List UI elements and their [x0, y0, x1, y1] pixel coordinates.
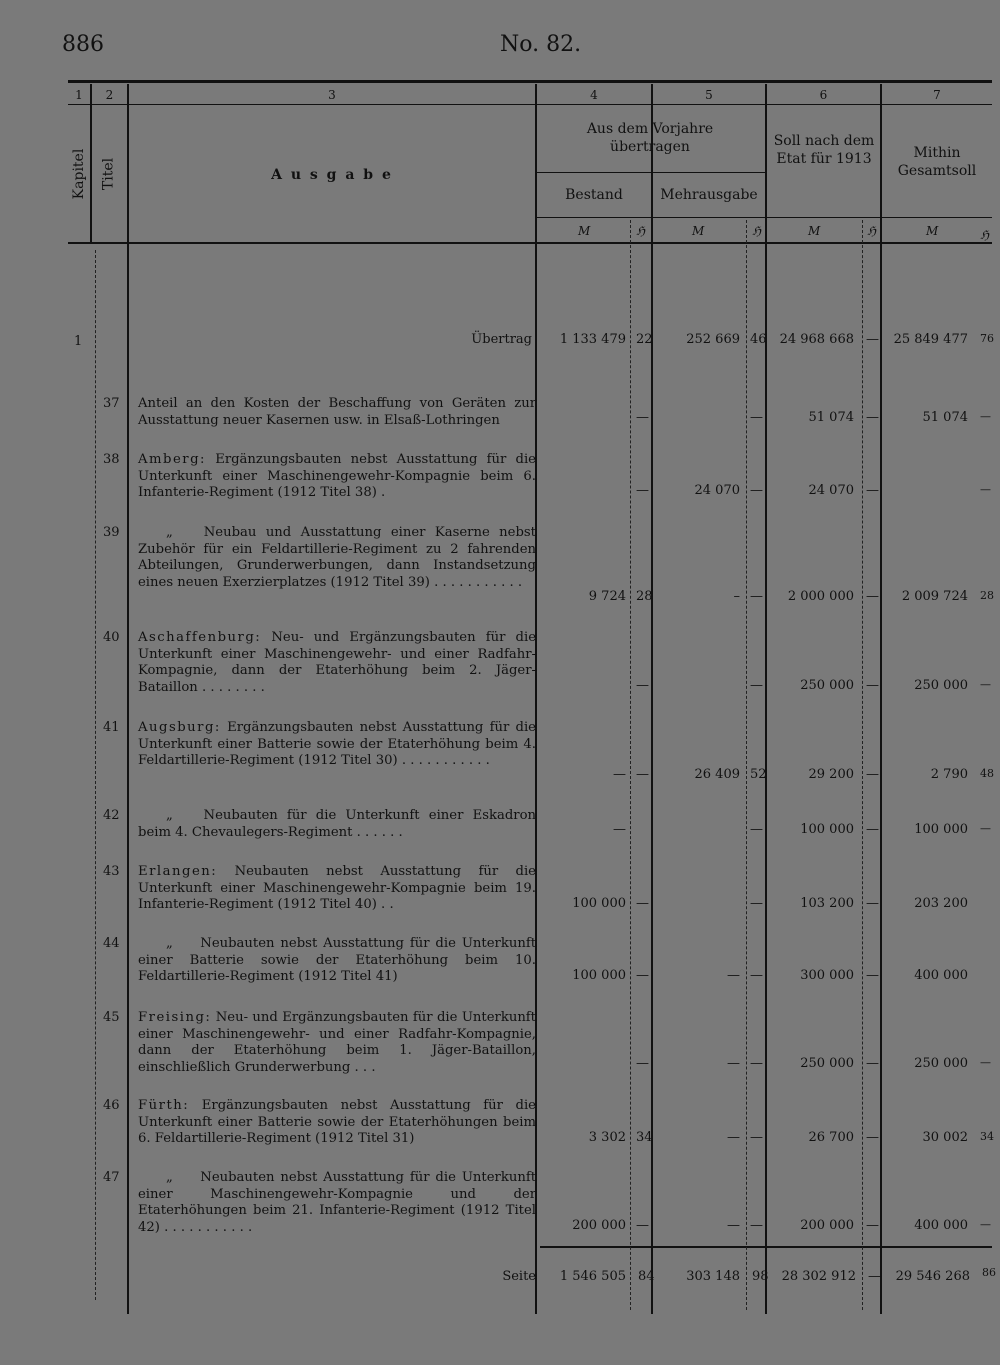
row-description	[138, 936, 536, 986]
top-rule	[68, 80, 992, 83]
gesamtsoll-header: Mithin Gesamtsoll	[897, 145, 977, 179]
row-gesamt: 51 074	[922, 410, 968, 425]
vline-titel	[127, 84, 129, 1314]
row-soll: 250 000	[800, 678, 854, 693]
row-mehr: –	[733, 589, 740, 604]
row-gesamt: 250 000	[914, 1056, 968, 1071]
col-num-4: 4	[590, 88, 598, 102]
ausgabe-header: A u s g a b e	[271, 167, 393, 183]
row-mehr-pf: —	[750, 1130, 763, 1145]
unit-mark-5: M	[692, 224, 705, 238]
col-num-6: 6	[819, 88, 828, 102]
row-mehr-pf: 46	[750, 332, 767, 347]
row-mehr-pf: —	[750, 1056, 763, 1071]
row-soll-pf: —	[866, 822, 879, 837]
row-mehr: —	[727, 1218, 740, 1233]
col-num-7: 7	[933, 88, 941, 102]
vline-pf-3	[862, 220, 863, 1310]
row-mehr: —	[727, 1056, 740, 1071]
total-gesamt: 29 546 268	[895, 1269, 970, 1284]
row-soll: 250 000	[800, 1056, 854, 1071]
row-soll: 200 000	[800, 1218, 854, 1233]
unit-rule	[536, 217, 992, 218]
row-soll-pf: —	[866, 483, 879, 498]
row-bestand: —	[613, 767, 626, 782]
unit-mark-7: M	[926, 224, 939, 238]
row-description	[138, 525, 536, 591]
row-text: Ergänzungsbauten nebst Ausstattung für die Unterkunft einer Batterie sowie der Etaterhöhungen beim 6. Feldartillerie-Regiment (1912 Titel 31)	[138, 1098, 536, 1147]
row-place: Fürth:	[138, 1098, 190, 1113]
unit-mark-4: M	[578, 224, 591, 238]
row-bestand: 3 302	[588, 1130, 626, 1145]
row-description	[138, 396, 536, 429]
kapitel-header: Kapitel	[71, 148, 87, 200]
row-mehr: —	[727, 968, 740, 983]
row-bestand-pf: 22	[636, 332, 653, 347]
row-text: Ergänzungsbauten nebst Ausstattung für die Unterkunft einer Batterie sowie der Etaterhöhung beim 4. Feldartillerie-Regiment (1912 Titel 30) . . . . . . . . . . .	[138, 720, 536, 769]
row-soll: 103 200	[800, 896, 854, 911]
col-num-5: 5	[705, 88, 713, 102]
row-mehr-pf: —	[750, 678, 763, 693]
row-gesamt: 25 849 477	[893, 332, 968, 347]
header-bottom-rule	[68, 242, 992, 244]
row-soll-pf: —	[866, 1056, 879, 1071]
row-bestand: 9 724	[588, 589, 626, 604]
row-gesamt-pf: —	[980, 1218, 991, 1231]
row-soll: 26 700	[808, 1130, 854, 1145]
row-bestand-pf: 34	[636, 1130, 653, 1145]
row-bestand: 1 133 479	[559, 332, 626, 347]
vline-mehr	[765, 84, 767, 1314]
row-place: Freising:	[138, 1010, 212, 1025]
row-description	[138, 720, 536, 770]
row-soll-pf: —	[866, 678, 879, 693]
titel-header: Titel	[100, 157, 117, 191]
row-bestand-pf: —	[636, 767, 649, 782]
row-gesamt-pf: —	[980, 678, 991, 691]
row-gesamt: 100 000	[914, 822, 968, 837]
row-bestand-pf: —	[636, 483, 649, 498]
total-soll-pf: —	[868, 1269, 881, 1284]
row-mehr-pf: —	[750, 1218, 763, 1233]
row-text: Neubauten nebst Ausstattung für die Unterkunft einer Maschinengewehr-Kompagnie beim 19. Infanterie-Regiment (1912 Titel 40) . .	[138, 864, 536, 913]
row-place: „	[166, 936, 175, 951]
total-soll: 28 302 912	[781, 1269, 856, 1284]
row-gesamt-pf: —	[980, 822, 991, 835]
total-label: Seite	[502, 1269, 536, 1284]
row-place: Aschaffenburg:	[138, 630, 262, 645]
row-bestand-pf: —	[636, 968, 649, 983]
row-soll-pf: —	[866, 896, 879, 911]
row-mehr-pf: 52	[750, 767, 767, 782]
page-number: 886	[62, 32, 104, 57]
row-titel: 47	[103, 1170, 120, 1185]
row-gesamt-pf: 48	[980, 767, 994, 780]
row-bestand-pf: —	[636, 1056, 649, 1071]
row-soll-pf: —	[866, 1130, 879, 1145]
row-text: Neu- und Ergänzungsbauten für die Unterkunft einer Maschinengewehr- und einer Radfahr-Kompagnie, dann der Etaterhöhung beim 2. Jäger-Bataillon . . . . . . . .	[138, 630, 536, 695]
total-mehr: 303 148	[686, 1269, 740, 1284]
row-soll: 300 000	[800, 968, 854, 983]
row-bestand: 100 000	[572, 968, 626, 983]
row-soll-pf: —	[866, 1218, 879, 1233]
row-description	[138, 1170, 536, 1236]
total-bestand-pf: 84	[638, 1269, 655, 1284]
row-soll-pf: —	[866, 332, 879, 347]
row-mehr-pf: —	[750, 822, 763, 837]
row-bestand-pf: —	[636, 1218, 649, 1233]
row-soll-pf: —	[866, 589, 879, 604]
row-soll: 24 070	[808, 483, 854, 498]
row-titel: 40	[103, 630, 120, 645]
row-text: Neu- und Ergänzungsbauten für die Unterkunft einer Maschinengewehr- und einer Radfahr-Kompagnie, dann der Etaterhöhung beim 1. Jäger-Bataillon, einschließlich Grunderwerbung . . .	[138, 1010, 536, 1075]
row-bestand-pf: —	[636, 896, 649, 911]
row-gesamt: 2 790	[930, 767, 968, 782]
row-description	[138, 808, 536, 841]
col-num-1: 1	[75, 88, 83, 102]
row-mehr-pf: —	[750, 483, 763, 498]
row-place: Amberg:	[138, 452, 206, 467]
row-soll-pf: —	[866, 767, 879, 782]
row-mehr-pf: —	[750, 896, 763, 911]
vline-pf-2	[746, 220, 747, 1310]
unit-pf-4: ℌ	[636, 224, 646, 238]
total-gesamt-pf: 86	[982, 1266, 996, 1279]
row-text: Übertrag	[471, 332, 532, 347]
row-gesamt: 30 002	[922, 1130, 968, 1145]
row-titel: 46	[103, 1098, 120, 1113]
vline-kapitel	[90, 84, 92, 244]
row-bestand-pf: —	[636, 410, 649, 425]
vline-soll	[880, 84, 882, 1314]
mehrausgabe-header: Mehrausgabe	[660, 187, 758, 203]
row-soll: 100 000	[800, 822, 854, 837]
row-description	[138, 630, 536, 696]
row-titel: 41	[103, 720, 120, 735]
unit-pf-5: ℌ	[752, 224, 762, 238]
row-gesamt-pf: —	[980, 1056, 991, 1069]
row-gesamt: 400 000	[914, 1218, 968, 1233]
row-mehr: —	[727, 1130, 740, 1145]
row-place: „	[166, 1170, 175, 1185]
row-text: Ergänzungsbauten nebst Ausstattung für die Unterkunft einer Maschinengewehr-Kompagnie beim 6. Infanterie-Regiment (1912 Titel 38) .	[138, 452, 536, 501]
soll-header: Soll nach dem Etat für 1913	[773, 133, 875, 167]
row-soll-pf: —	[866, 410, 879, 425]
row-titel: 39	[103, 525, 120, 540]
row-bestand: 100 000	[572, 896, 626, 911]
bestand-header: Bestand	[565, 187, 623, 203]
row-place: Erlangen:	[138, 864, 218, 879]
row-gesamt: 203 200	[914, 896, 968, 911]
row-gesamt-pf: —	[980, 410, 991, 423]
row-bestand: 200 000	[572, 1218, 626, 1233]
row-gesamt: 2 009 724	[901, 589, 968, 604]
row-text: Anteil an den Kosten der Beschaffung von Geräten zur Ausstattung neuer Kasernen usw. in Elsaß-Lothringen	[138, 396, 536, 428]
row-text: Neubauten nebst Ausstattung für die Unterkunft einer Batterie sowie der Etaterhöhung beim 10. Feldartillerie-Regiment (1912 Titel 41)	[138, 936, 536, 985]
row-text: Neubau und Ausstattung einer Kaserne nebst Zubehör für ein Feldartillerie-Regiment zu 2 fahrenden Abteilungen, Grunderwerbungen, dann Instandsetzung eines neuen Exerzierplatzes (1912 Titel 39) . . . . . . . . . . .	[138, 525, 536, 590]
row-titel: 43	[103, 864, 120, 879]
row-soll: 51 074	[808, 410, 854, 425]
row-text: Neubauten nebst Ausstattung für die Unterkunft einer Maschinengewehr-Kompagnie und der Etaterhöhungen beim 21. Infanterie-Regiment (1912 Titel 42) . . . . . . . . . . .	[138, 1170, 536, 1235]
row-soll: 29 200	[808, 767, 854, 782]
row-soll: 24 968 668	[779, 332, 854, 347]
unit-pf-6: ℌ	[867, 224, 877, 238]
row-place: „	[166, 525, 175, 540]
row-mehr: 26 409	[694, 767, 740, 782]
row-soll: 2 000 000	[787, 589, 854, 604]
col-num-3: 3	[328, 88, 336, 102]
row-description	[138, 452, 536, 502]
kapitel-value: 1	[74, 334, 83, 349]
row-titel: 42	[103, 808, 120, 823]
row-bestand-pf: —	[636, 678, 649, 693]
row-titel: 37	[103, 396, 120, 411]
unit-mark-6: M	[808, 224, 821, 238]
row-text: Neubauten für die Unterkunft einer Eskadron beim 4. Chevaulegers-Regiment . . . . . .	[138, 808, 536, 840]
row-gesamt-pf: 34	[980, 1130, 994, 1143]
row-mehr: 24 070	[694, 483, 740, 498]
row-description	[138, 1098, 536, 1148]
row-soll-pf: —	[866, 968, 879, 983]
col-number-rule	[68, 104, 992, 105]
col-num-2: 2	[105, 88, 114, 102]
row-titel: 38	[103, 452, 120, 467]
row-mehr-pf: —	[750, 968, 763, 983]
total-bestand: 1 546 505	[559, 1269, 626, 1284]
row-gesamt-pf: 28	[980, 589, 994, 602]
row-gesamt-pf: —	[980, 483, 991, 496]
vline-pf-1	[630, 220, 631, 1310]
row-bestand-pf: 28	[636, 589, 653, 604]
row-gesamt: 400 000	[914, 968, 968, 983]
row-gesamt: 250 000	[914, 678, 968, 693]
unit-pf-7: ℌ	[980, 228, 990, 242]
row-place: „	[166, 808, 175, 823]
row-mehr-pf: —	[750, 589, 763, 604]
row-bestand: —	[613, 822, 626, 837]
row-gesamt-pf: 76	[980, 332, 994, 345]
row-titel: 45	[103, 1010, 120, 1025]
total-mehr-pf: 98	[752, 1269, 769, 1284]
vorjahre-header: Aus dem Vorjahre übertragen	[586, 121, 714, 155]
row-description	[138, 864, 536, 914]
row-mehr-pf: —	[750, 410, 763, 425]
row-mehr: 252 669	[686, 332, 740, 347]
vline-titel-body	[95, 250, 96, 1300]
row-description	[138, 1010, 536, 1076]
row-place: Augsburg:	[138, 720, 221, 735]
document-number: No. 82.	[500, 32, 582, 57]
row-titel: 44	[103, 936, 120, 951]
